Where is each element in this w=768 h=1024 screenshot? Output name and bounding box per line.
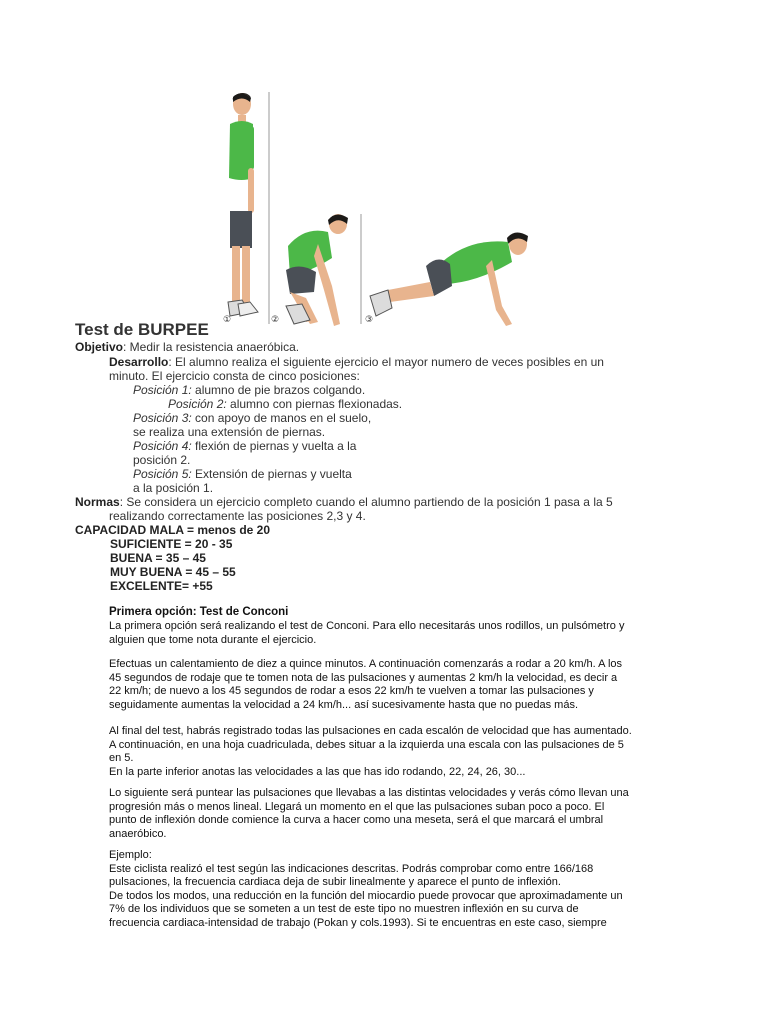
figure-label-2: ② <box>271 315 280 325</box>
conconi-paragraph-5: Ejemplo: Este ciclista realizó el test según las indicaciones descritas. Podrás comprobar como entre 166/168 pulsaciones, la frecuencia cardiaca deja de subir linealmente y aparece el punto de inflexión. De todos los modos, una reducción en la función del miocardio puede provocar que aproximadamente un 7% de los individuos que se someten a un test de este tipo no muestren inflexión en su curva de frecuencia cardiaca-intensidad de trabajo (Pokan y cols.1993). Si te encuentras en este caso, siempre <box>109 849 623 929</box>
squat-figure <box>286 214 348 326</box>
burpee-illustration <box>220 86 540 332</box>
capacidad-muy-buena: MUY BUENA = 45 – 55 <box>110 565 236 579</box>
capacidad-buena: BUENA = 35 – 45 <box>110 551 206 565</box>
normas-line-1: Normas: Se considera un ejercicio completo cuando el alumno partiendo de la posición 1 pasa a la 5 <box>75 495 613 509</box>
figure-label-3: ③ <box>365 315 374 325</box>
conconi-paragraph-1: La primera opción será realizando el test de Conconi. Para ello necesitarás unos rodillos, un pulsómetro y alguien que tome nota durante el ejercicio. <box>109 620 625 646</box>
capacidad-excelente: EXCELENTE= +55 <box>110 579 213 593</box>
plank-figure <box>370 232 528 326</box>
objetivo-line <box>75 340 299 354</box>
conconi-paragraph-3: Al final del test, habrás registrado todas las pulsaciones en cada escalón de velocidad que has aumentado. A continuación, en una hoja cuadriculada, debes situar a la izquierda una escala con las pulsaciones de 5 en 5. En la parte inferior anotas las velocidades a las que has ido rodando, 22, 24, 26, 30... <box>109 725 632 778</box>
desarrollo-text-1: : El alumno realiza el siguiente ejercicio el mayor numero de veces posibles en un <box>168 355 604 369</box>
figure-label-1: ① <box>223 315 232 325</box>
posicion-3: Posición 3: con apoyo de manos en el suelo, <box>133 411 372 425</box>
posicion-5: Posición 5: Extensión de piernas y vuelta <box>133 467 352 481</box>
conconi-paragraph-4: Lo siguiente será puntear las pulsaciones que llevabas a las distintas velocidades y verás cómo llevan una progresión más o menos lineal. Llegará un momento en el que las pulsaciones suban poco a poco. El punto de inflexión donde comience la curva a hacer como una meseta, será el que marcará el umbral anaeróbico. <box>109 787 629 840</box>
desarrollo-label: Desarrollo <box>109 355 169 369</box>
objetivo-text: : Medir la resistencia anaeróbica. <box>123 340 300 354</box>
capacidad-suficiente: SUFICIENTE = 20 - 35 <box>110 537 233 551</box>
normas-line-2: realizando correctamente las posiciones 2,3 y 4. <box>109 509 366 523</box>
posicion-2: Posición 2: alumno con piernas flexionadas. <box>168 397 403 411</box>
posicion-4: Posición 4: flexión de piernas y vuelta a la <box>133 439 357 453</box>
objetivo-label: Objetivo <box>75 340 124 354</box>
standing-figure <box>228 93 258 316</box>
desarrollo-line-1 <box>109 355 604 369</box>
posicion-4-cont: posición 2. <box>133 453 191 467</box>
posicion-3-cont: se realiza una extensión de piernas. <box>133 425 326 439</box>
capacidad-mala: CAPACIDAD MALA = menos de 20 <box>75 523 271 537</box>
posicion-5-cont: a la posición 1. <box>133 481 214 495</box>
desarrollo-line-2: minuto. El ejercicio consta de cinco posiciones: <box>109 369 360 383</box>
posicion-1: Posición 1: alumno de pie brazos colgando. <box>133 383 366 397</box>
conconi-heading: Primera opción: Test de Conconi <box>109 606 289 618</box>
normas-label: Normas <box>75 495 120 509</box>
conconi-paragraph-2: Efectuas un calentamiento de diez a quince minutos. A continuación comenzarás a rodar a 20 km/h. A los 45 segundos de rodaje que te tomen nota de las pulsaciones y aumentas 2 km/h la velocidad, es decir a 22 km/h; de nuevo a los 45 segundos de rodar a esos 22 km/h te vuelven a tomar las pulsaciones y seguidamente aumentas la velocidad a 24 km/h... así sucesivamente hasta que no puedas más. <box>109 658 623 711</box>
page-title: Test de BURPEE <box>75 320 209 339</box>
